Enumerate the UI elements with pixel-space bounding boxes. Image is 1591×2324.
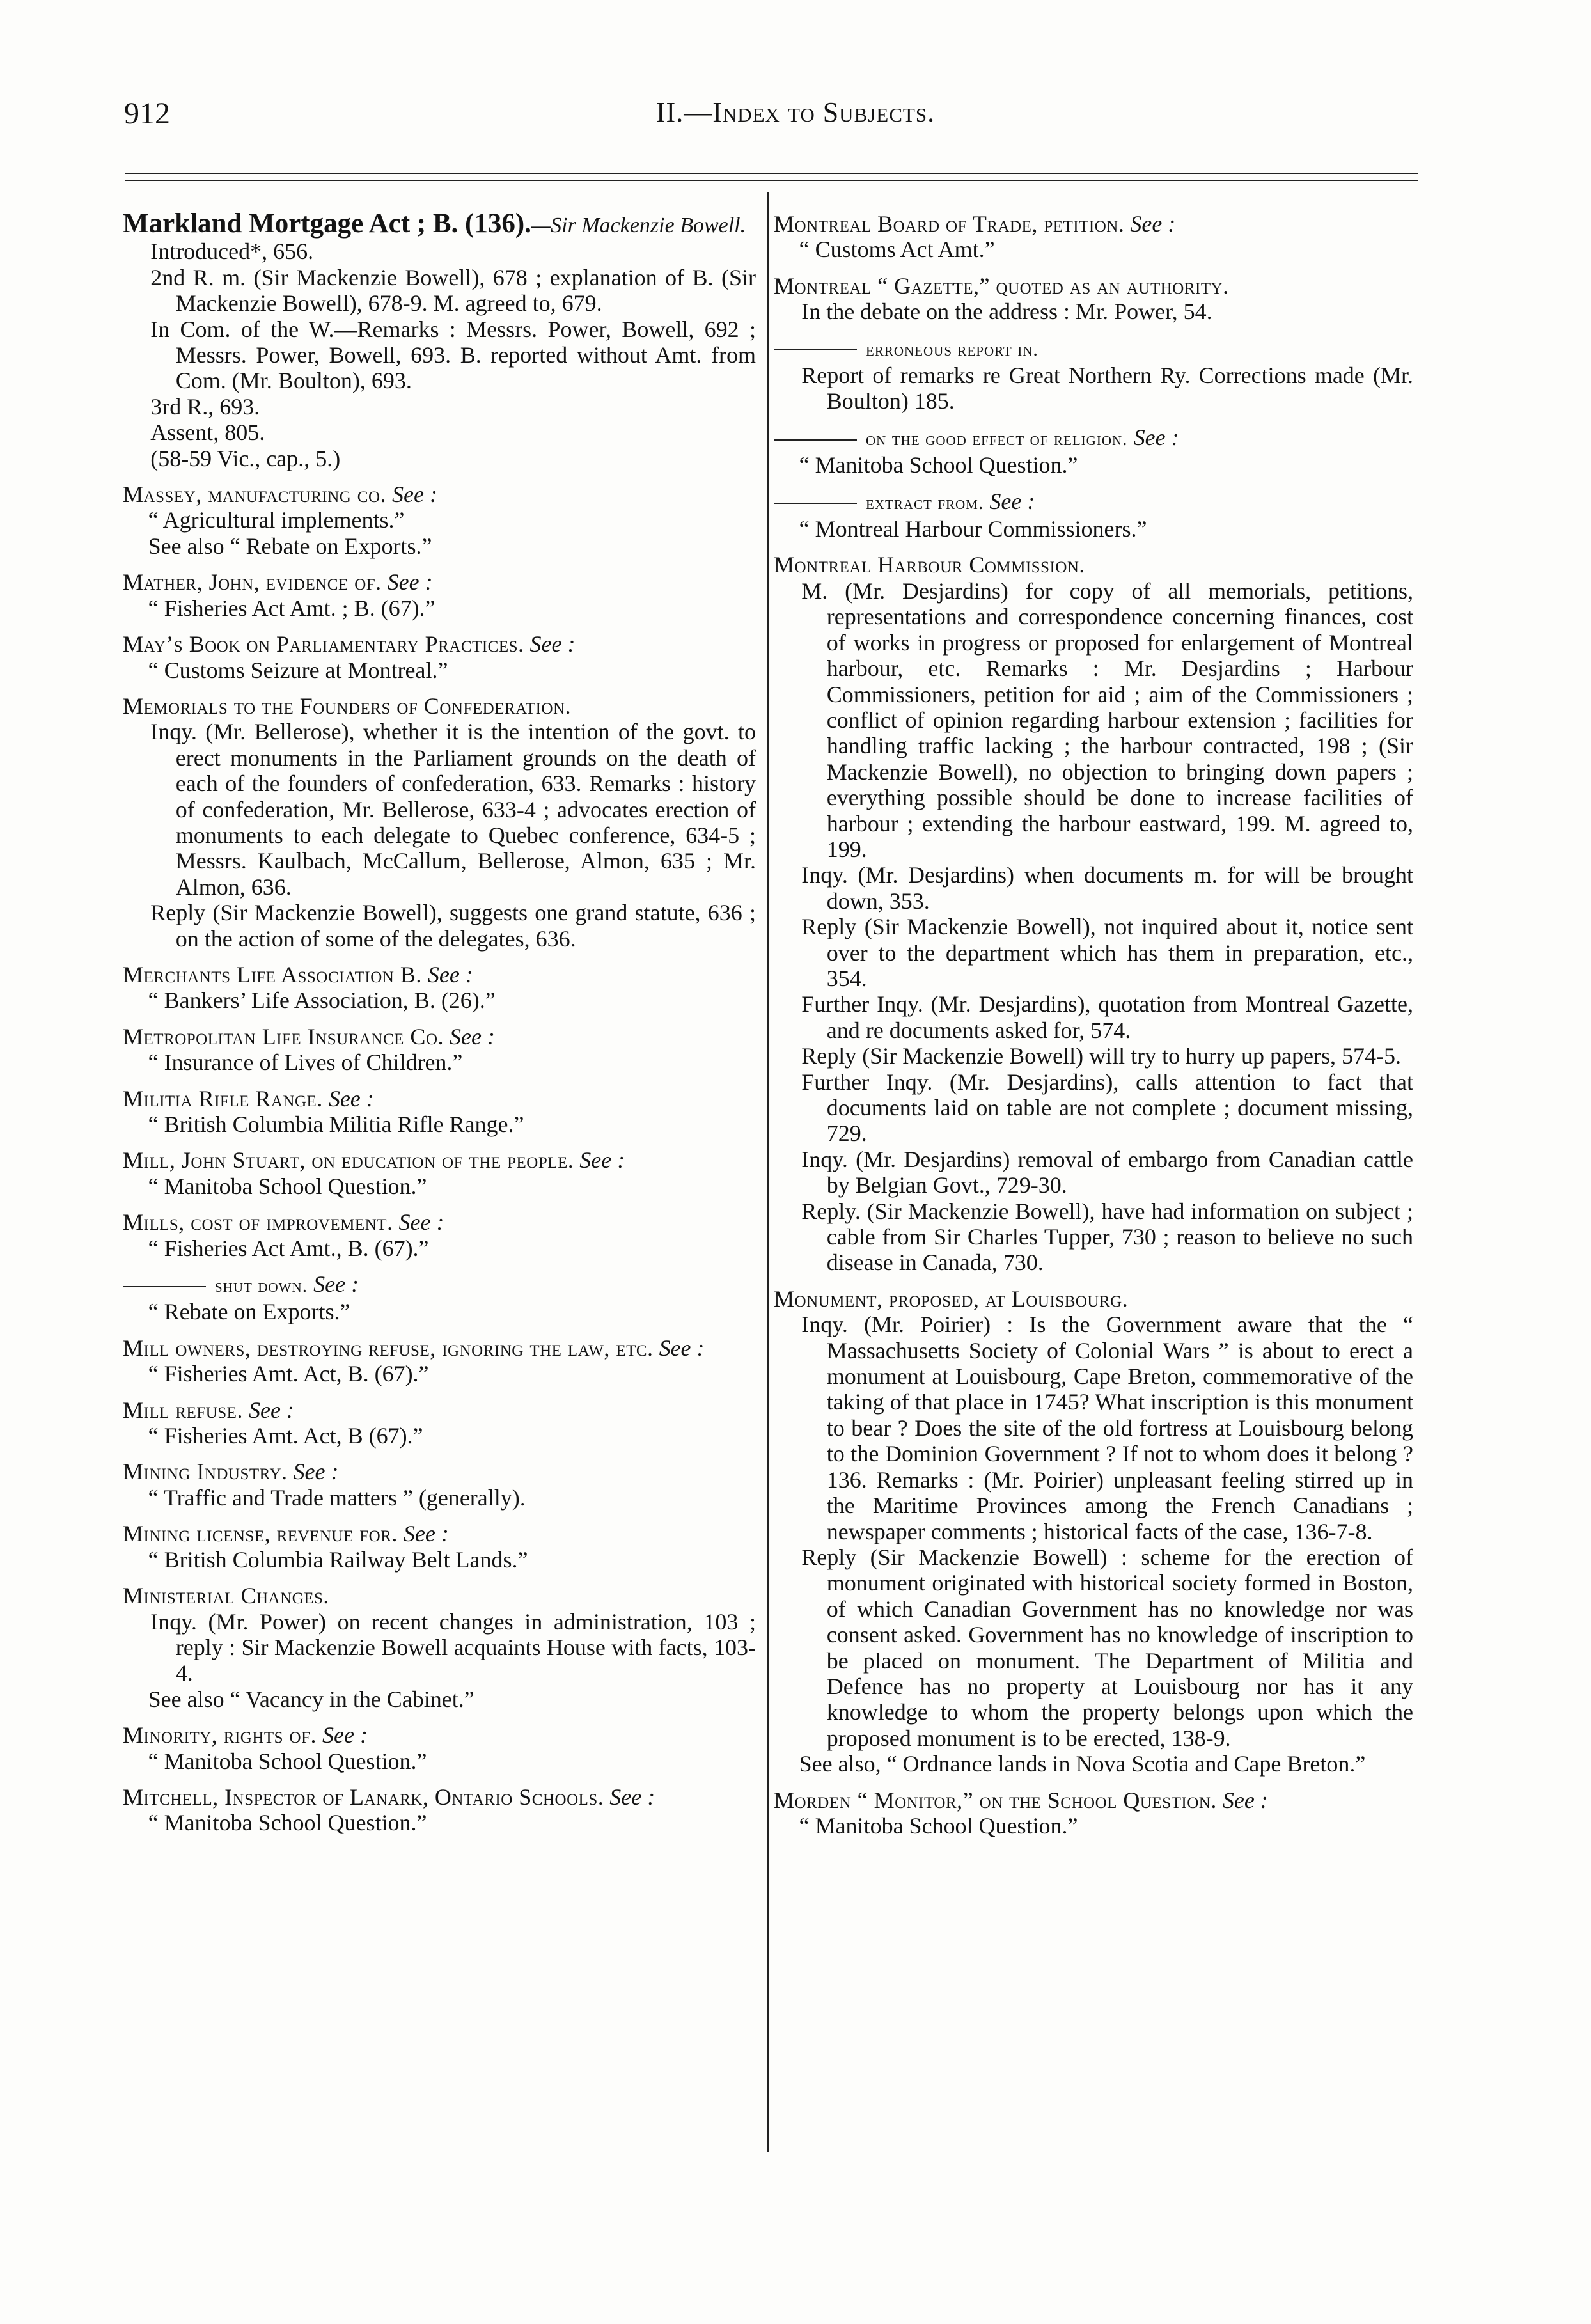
index-entry xyxy=(123,962,756,1014)
index-entry xyxy=(774,335,1413,414)
index-entry xyxy=(774,425,1413,478)
index-entry xyxy=(774,273,1413,325)
entry-heading-line xyxy=(123,1086,756,1111)
see-reference: “ Manitoba School Question.” xyxy=(148,1173,427,1199)
index-entry xyxy=(123,1271,756,1325)
right-column xyxy=(774,211,1413,1849)
entry-heading-line xyxy=(123,1521,756,1546)
index-entry xyxy=(774,1787,1413,1839)
entry-subentry: Inqy. (Mr. Bellerose), whether it is the intention of the govt. to erect monuments in the Parliament grounds on the death of each of the founders of confederation, 633. Remarks : history of confederation, Mr. Bellerose, 633-4 ; advocates erection of monuments to each delegate to Quebec conference, 634-5 ; Messrs. Kaulbach, McCallum, Bellerose, Almon, 635 ; Mr. Almon, 636. xyxy=(150,719,756,900)
see-reference-label: See : xyxy=(579,1147,625,1174)
see-reference: “ British Columbia Militia Rifle Range.” xyxy=(148,1111,524,1137)
index-entry xyxy=(123,1086,756,1138)
index-entry xyxy=(123,1147,756,1199)
entry-subentry: Reply (Sir Mackenzie Bowell), not inquired about it, notice sent over to the department which has them in preparation, etc., 354. xyxy=(801,914,1413,991)
index-entry xyxy=(123,1784,756,1836)
see-reference-label: See : xyxy=(322,1722,368,1748)
see-reference: “ Insurance of Lives of Children.” xyxy=(148,1049,463,1076)
entry-subentry: M. (Mr. Desjardins) for copy of all memorials, petitions, representations and correspondence concerning finances, cost of works in progress or proposed for enlargement of Montreal harbour, etc. Remarks : Mr. Desjardins ; Harbour Commissioners, petition for aid ; aim of the Commissioners ; conflict of opinion regarding harbour extension ; facilities for handling traffic lacking ; the harbour contracted, 198 ; (Sir Mackenzie Bowell), no objection to bringing down papers ; everything possible should be done to increase facilities of harbour ; extending the harbour eastward, 199. M. agreed to, 199. xyxy=(801,577,1413,862)
entry-subentry: Inqy. (Mr. Desjardins) when documents m. for will be brought down, 353. xyxy=(801,862,1413,914)
entry-heading: Massey, manufacturing co. xyxy=(123,482,387,508)
see-reference: “ Agricultural implements.” xyxy=(148,507,405,533)
see-reference: “ Customs Seizure at Montreal.” xyxy=(148,657,448,683)
entry-heading: extract from. xyxy=(866,492,984,514)
entry-heading-line xyxy=(123,631,756,657)
entry-heading-line xyxy=(774,211,1413,237)
header-rule-top xyxy=(125,173,1418,174)
entry-heading-line xyxy=(123,1147,756,1173)
entry-subentry: Introduced*, 656. xyxy=(150,239,314,265)
see-reference: “ Customs Act Amt.” xyxy=(799,237,995,263)
entry-heading: Montreal “ Gazette,” quoted as an authority. xyxy=(774,272,1229,299)
entry-heading-line xyxy=(774,1286,1413,1312)
entry-heading: erroneous report in. xyxy=(866,338,1038,360)
entry-heading-line xyxy=(123,1024,756,1049)
see-reference-label: See : xyxy=(392,482,437,508)
index-entry xyxy=(123,1521,756,1573)
entry-heading: Mather, John, evidence of. xyxy=(123,569,382,595)
see-reference-label: See : xyxy=(989,488,1035,514)
see-reference: “ British Columbia Railway Belt Lands.” xyxy=(148,1546,528,1573)
entry-heading-line xyxy=(123,208,756,239)
repeat-dash xyxy=(774,439,857,441)
entry-heading: Montreal Board of Trade, petition. xyxy=(774,211,1125,237)
entry-heading: Mill owners, destroying refuse, ignoring the law, etc. xyxy=(123,1335,654,1361)
see-reference-label: See : xyxy=(450,1023,495,1049)
entry-heading-line xyxy=(123,1784,756,1810)
entry-subentry: Reply (Sir Mackenzie Bowell) will try to hurry up papers, 574-5. xyxy=(801,1043,1401,1069)
entry-heading-line xyxy=(123,1722,756,1748)
see-reference: “ Fisheries Act Amt. ; B. (67).” xyxy=(148,595,435,621)
entry-subentry: Further Inqy. (Mr. Desjardins), quotation from Montreal Gazette, and re documents asked for, 574. xyxy=(801,991,1413,1043)
see-reference: “ Bankers’ Life Association, B. (26).” xyxy=(148,987,496,1014)
see-reference: “ Traffic and Trade matters ” (generally). xyxy=(148,1484,526,1511)
entry-heading-line xyxy=(774,425,1413,452)
see-reference: “ Fisheries Amt. Act, B (67).” xyxy=(148,1423,423,1449)
see-reference-label: See : xyxy=(427,961,473,987)
entry-heading-line xyxy=(123,569,756,595)
entry-subentry: Inqy. (Mr. Desjardins) removal of embargo from Canadian cattle by Belgian Govt., 729-30. xyxy=(801,1146,1413,1198)
header-rule-bottom xyxy=(125,180,1418,181)
entry-heading: Mining Industry. xyxy=(123,1459,288,1485)
see-reference: “ Manitoba School Question.” xyxy=(148,1748,427,1774)
left-column xyxy=(123,208,756,1846)
entry-subentry: Report of remarks re Great Northern Ry. Corrections made (Mr. Boulton) 185. xyxy=(801,363,1413,414)
entry-heading: Monument, proposed, at Louisbourg. xyxy=(774,1285,1129,1312)
entry-heading-line xyxy=(774,273,1413,299)
entry-heading-line xyxy=(774,552,1413,577)
see-reference-label: See : xyxy=(1133,424,1179,450)
entry-heading: Minority, rights of. xyxy=(123,1722,317,1748)
see-reference: “ Manitoba School Question.” xyxy=(799,1812,1078,1839)
repeat-dash xyxy=(123,1286,206,1287)
see-reference-label: See : xyxy=(398,1209,444,1236)
index-entry xyxy=(123,1722,756,1774)
index-entry xyxy=(123,208,756,471)
entry-subentry: 3rd R., 693. xyxy=(150,393,260,420)
entry-heading-line xyxy=(123,1583,756,1608)
index-entry xyxy=(123,1459,756,1511)
see-reference: “ Rebate on Exports.” xyxy=(148,1299,350,1325)
entry-subentry: Reply (Sir Mackenzie Bowell) : scheme for the erection of monument originated with historical society formed in Boston, of which Canadian Government has no knowledge nor was consent asked. Government has no knowledge of inscription to be placed on monument. The Department of Militia and Defence has no property at Louisbourg nor has it any knowledge to whom the property belongs upon which the proposed monument is to be erected, 138-9. xyxy=(801,1544,1413,1751)
entry-heading-line xyxy=(123,962,756,987)
entry-heading: Militia Rifle Range. xyxy=(123,1085,323,1111)
entry-heading: Mining license, revenue for. xyxy=(123,1521,398,1547)
entry-subentry: Inqy. (Mr. Power) on recent changes in administration, 103 ; reply : Sir Mackenzie Bowell acquaints House with facts, 103-4. xyxy=(150,1608,756,1686)
index-entry xyxy=(774,1286,1413,1777)
entry-heading-line xyxy=(774,335,1413,363)
entry-subentry: (58-59 Vic., cap., 5.) xyxy=(150,445,341,471)
running-head: II.—Index to Subjects. xyxy=(655,97,936,128)
entry-heading: Mitchell, Inspector of Lanark, Ontario Schools. xyxy=(123,1784,604,1810)
see-reference-label: See : xyxy=(659,1335,705,1361)
entry-subentry: Inqy. (Mr. Poirier) : Is the Government aware that the “ Massachusetts Society of Colonial Wars ” is about to erect a monument at Louisbourg, Cape Breton, commemorative of the taking of that place in 1745? What inscription is this monument to bear ? Does the site of the old fortress at Louisbourg belong to the Dominion Government ? If not to whom does it belong ? 136. Remarks : (Mr. Poirier) unpleasant feeling stirred up in the Maritime Provinces among the French Canadians ; newspaper comments ; historical facts of the case, 136-7-8. xyxy=(801,1312,1413,1544)
index-entry xyxy=(774,489,1413,542)
see-reference-label: See : xyxy=(609,1784,655,1810)
entry-heading-line xyxy=(123,1459,756,1484)
page-number: 912 xyxy=(124,97,170,130)
column-divider xyxy=(767,192,769,2152)
entry-subentry: Reply. (Sir Mackenzie Bowell), have had information on subject ; cable from Sir Charles Tupper, 730 ; reason to believe no such disease in Canada, 730. xyxy=(801,1198,1413,1276)
entry-heading-author: —Sir Mackenzie Bowell. xyxy=(531,214,746,237)
index-entry xyxy=(123,569,756,621)
entry-heading: May’s Book on Parliamentary Practices. xyxy=(123,631,524,657)
index-entry xyxy=(123,1397,756,1449)
see-reference-label: See : xyxy=(293,1459,339,1485)
repeat-dash xyxy=(774,349,857,350)
index-entry xyxy=(123,1209,756,1261)
index-entry xyxy=(774,211,1413,263)
see-reference: “ Manitoba School Question.” xyxy=(799,452,1078,478)
index-entry xyxy=(123,631,756,683)
index-entry xyxy=(774,552,1413,1275)
index-entry xyxy=(123,482,756,559)
entry-heading: Montreal Harbour Commission. xyxy=(774,552,1085,578)
entry-heading: Memorials to the Founders of Confederation. xyxy=(123,693,572,719)
see-reference: See also, “ Ordnance lands in Nova Scotia and Cape Breton.” xyxy=(799,1751,1366,1777)
entry-heading-line xyxy=(123,1209,756,1235)
entry-subentry: Reply (Sir Mackenzie Bowell), suggests one grand statute, 636 ; on the action of some of the delegates, 636. xyxy=(150,900,756,952)
see-reference: “ Fisheries Act Amt., B. (67).” xyxy=(148,1235,429,1261)
see-reference-label: See : xyxy=(1222,1787,1268,1813)
entry-heading-line xyxy=(774,1787,1413,1813)
entry-subentry: In the debate on the address : Mr. Power, 54. xyxy=(801,299,1212,325)
entry-heading: Morden “ Monitor,” on the School Question. xyxy=(774,1787,1217,1813)
see-reference-label: See : xyxy=(328,1085,374,1111)
entry-heading-line xyxy=(123,482,756,507)
see-reference: “ Montreal Harbour Commissioners.” xyxy=(799,516,1147,542)
index-entry xyxy=(123,1335,756,1387)
entry-heading-line xyxy=(123,1335,756,1361)
entry-heading: Merchants Life Association B. xyxy=(123,961,422,987)
see-reference-label: See : xyxy=(529,631,576,657)
entry-subentry: Further Inqy. (Mr. Desjardins), calls attention to fact that documents laid on table are not complete ; document missing, 729. xyxy=(801,1069,1413,1147)
entry-heading: on the good effect of religion. xyxy=(866,428,1128,450)
entry-heading: Metropolitan Life Insurance Co. xyxy=(123,1023,444,1049)
repeat-dash xyxy=(774,503,857,504)
entry-subentry: Assent, 805. xyxy=(150,420,265,446)
entry-heading: Markland Mortgage Act ; B. (136). xyxy=(123,208,531,239)
see-reference-label: See : xyxy=(403,1521,449,1547)
index-entry xyxy=(123,1024,756,1076)
see-reference-label: See : xyxy=(313,1271,359,1298)
entry-subentry: In Com. of the W.—Remarks : Messrs. Power, Bowell, 692 ; Messrs. Power, Bowell, 693. B. reported without Amt. from Com. (Mr. Boulton), 693. xyxy=(150,316,756,394)
index-entry xyxy=(123,1583,756,1712)
entry-subentry: 2nd R. m. (Sir Mackenzie Bowell), 678 ; explanation of B. (Sir Mackenzie Bowell), 678-9. M. agreed to, 679. xyxy=(150,264,756,317)
index-entry xyxy=(123,693,756,952)
entry-heading-line xyxy=(774,489,1413,516)
entry-heading: Mill refuse. xyxy=(123,1397,243,1423)
see-reference-label: See : xyxy=(387,569,433,595)
entry-heading-line xyxy=(123,1271,756,1299)
entry-heading-line xyxy=(123,1397,756,1423)
see-reference: See also “ Vacancy in the Cabinet.” xyxy=(148,1686,474,1712)
entry-heading: shut down. xyxy=(215,1275,308,1297)
entry-heading: Mills, cost of improvement. xyxy=(123,1209,393,1236)
entry-heading: Ministerial Changes. xyxy=(123,1583,329,1609)
see-reference-label: See : xyxy=(1130,211,1176,237)
entry-heading: Mill, John Stuart, on education of the people. xyxy=(123,1147,574,1174)
entry-heading-line xyxy=(123,693,756,719)
see-reference: See also “ Rebate on Exports.” xyxy=(148,533,432,559)
see-reference: “ Fisheries Amt. Act, B. (67).” xyxy=(148,1361,429,1387)
see-reference-label: See : xyxy=(248,1397,294,1423)
see-reference: “ Manitoba School Question.” xyxy=(148,1810,427,1836)
